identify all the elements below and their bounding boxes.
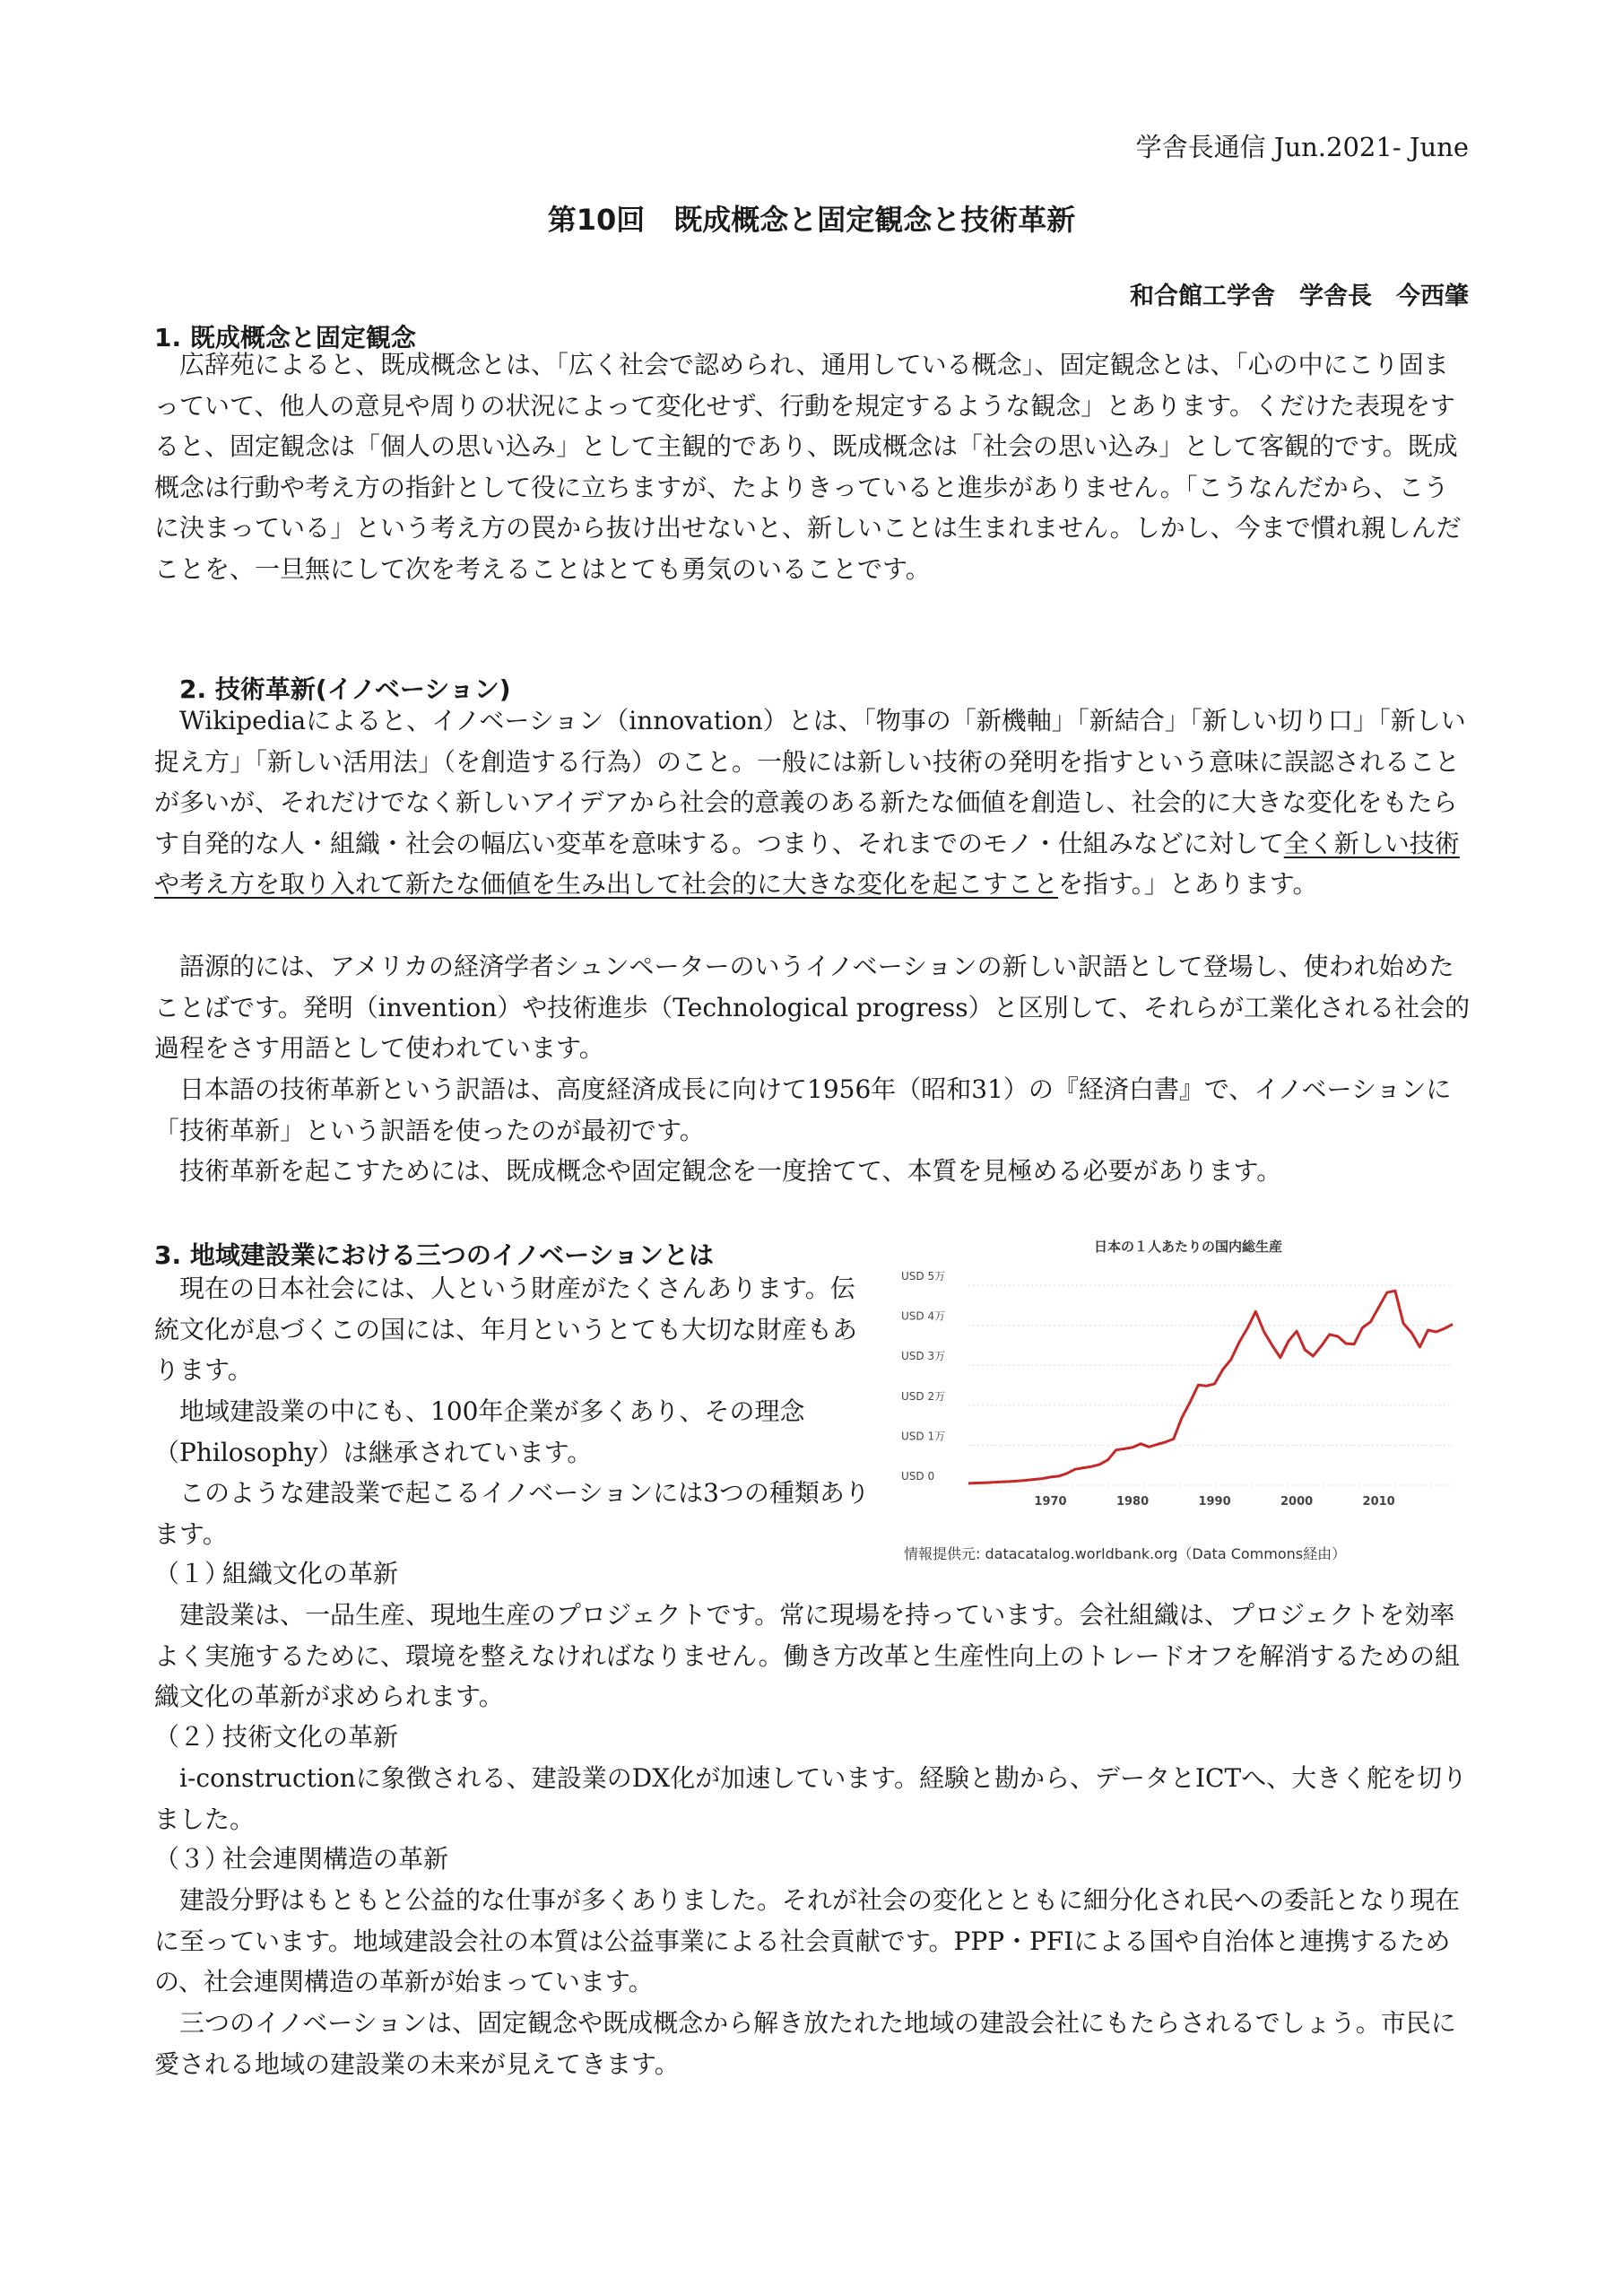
chart-y-tick-label: USD 0 [901, 1470, 935, 1483]
section3-para3: このような建設業で起こるイノベーションには3つの種類あります。 [154, 1478, 870, 1549]
chart-series-line [968, 1291, 1453, 1483]
chart-x-tick-label: 2010 [1362, 1495, 1395, 1509]
item3-heading [154, 1839, 448, 1875]
chart-source: 情報提供元: datacatalog.worldbank.org（Data Commons経由） [904, 1545, 1347, 1562]
chart-x-tick-label: 1990 [1198, 1495, 1231, 1509]
chart-x-tick-label: 1980 [1115, 1495, 1150, 1509]
section3-heading: 3. 地域建設業における三つのイノベーションとは [154, 1240, 714, 1270]
item2-number: （２） [154, 1722, 230, 1752]
item3-number: （３） [154, 1844, 230, 1874]
gdp-per-capita-chart [901, 1236, 1466, 1577]
section2-para1-tail: を指す。」とあります。 [1058, 869, 1318, 899]
section3-para1: 現在の日本社会には、人という財産がたくさんあります。伝統文化が息づくこの国には、年月というとても大切な財産もあります。 [154, 1274, 858, 1385]
item1-number: （１） [154, 1559, 230, 1588]
newsletter-issue: 学舎長通信 Jun.2021- June [1135, 132, 1469, 162]
section2-para1 [154, 700, 1471, 905]
section2-para3: 日本語の技術革新という訳語は、高度経済成長に向けて1956年（昭和31）の『経済白書』で、イノベーションに「技術革新」という訳語を使ったのが最初です。 [154, 1074, 1452, 1145]
section1-body: 広辞苑によると、既成概念とは、「広く社会で認められ、通用している概念」、固定観念とは、「心の中にこり固まっていて、他人の意見や周りの状況によって変化せず、行動を規定するような観念」とあります。くだけた表現をすると、固定観念は「個人の思い込み」として主観的であり、既成概念は「社会の思い込み」として客観的です。既成概念は行動や考え方の指針として役に立ちますが、たよりきっていると進歩がありません。「こうなんだから、こうに決まっている」という考え方の罠から抜け出せないと、新しいことは生まれません。しかし、今まで慣れ親しんだことを、一旦無にして次を考えることはとても勇気のいることです。 [154, 350, 1462, 584]
page-title: 第10回 既成概念と固定観念と技術革新 [547, 203, 1076, 237]
item3-body: 建設分野はもともと公益的な仕事が多くありました。それが社会の変化とともに細分化され民への委託となり現在に至っています。地域建設会社の本質は公益事業による社会貢献です。PPP・PFIによる国や自治体と連携するための、社会連関構造の革新が始まっています。 [154, 1885, 1461, 1996]
section2-para1-text: Wikipediaによると、イノベーション（innovation）とは、「物事の「新機軸」「新結合」「新しい切り口」「新しい捉え方」「新しい活用法」（を創造する行為）のこと。一般には新しい技術の発明を指すという意味に誤認されることが多いが、それだけでなく新しいアイデアから社会的意義のある新たな価値を創造し、社会的に大きな変化をもたらす自発的な人・組織・社会の幅広い変革を意味する。つまり、それまでのモノ・仕組みなどに対して [154, 706, 1466, 858]
chart-x-tick-label: 2000 [1280, 1495, 1314, 1509]
chart-title: 日本の１人あたりの国内総生産 [1093, 1239, 1283, 1255]
section2-para4: 技術革新を起こすためには、既成概念や固定観念を一度捨てて、本質を見極める必要があります。 [179, 1156, 1282, 1186]
item1-body: 建設業は、一品生産、現地生産のプロジェクトです。常に現場を持っています。会社組織は、プロジェクトを効率よく実施するために、環境を整えなければなりません。働き方改革と生産性向上のトレードオフを解消するための組織文化の革新が求められます。 [154, 1600, 1461, 1711]
section2-para2: 語源的には、アメリカの経済学者シュンペーターのいうイノベーションの新しい訳語として登場し、使われ始めたことばです。発明（invention）や技術進歩（Technological progress）と区別して、それらが工業化される社会的過程をさす用語として使われています。 [154, 952, 1471, 1063]
section2-heading: 2. 技術革新(イノベーション) [179, 674, 511, 704]
item2-body: i-constructionに象徴される、建設業のDX化が加速しています。経験と勘から、データとICTへ、大きく舵を切りました。 [154, 1763, 1468, 1834]
chart-x-tick-label: 1970 [1034, 1495, 1067, 1509]
item2-heading [154, 1718, 398, 1753]
section3-closing: 三つのイノベーションは、固定観念や既成概念から解き放たれた地域の建設会社にもたらされるでしょう。市民に愛される地域の建設業の未来が見えてきます。 [154, 2008, 1456, 2079]
section1-heading: 1. 既成概念と固定観念 [154, 323, 416, 352]
item3-label: 社会連関構造の革新 [222, 1844, 449, 1874]
item1-heading [154, 1554, 398, 1590]
chart-y-tick-label: USD 3万 [901, 1350, 946, 1363]
item1-label: 組織文化の革新 [222, 1559, 399, 1588]
section3-para2: 地域建設業の中にも、100年企業が多くあり、その理念（Philosophy）は継承されています。 [154, 1396, 805, 1467]
chart-y-tick-label: USD 4万 [901, 1309, 946, 1323]
chart-y-tick-label: USD 5万 [901, 1270, 946, 1283]
chart-y-tick-label: USD 2万 [901, 1389, 946, 1403]
section2-para1-underlined: 全く新しい技術や考え方を取り入れて新たな価値を生み出して社会的に大きな変化を起こすこと [154, 828, 1460, 899]
item2-label: 技術文化の革新 [222, 1722, 399, 1752]
chart-y-tick-label: USD 1万 [901, 1430, 946, 1443]
author-line: 和合館工学舎 学舎長 今西肇 [1130, 283, 1469, 310]
